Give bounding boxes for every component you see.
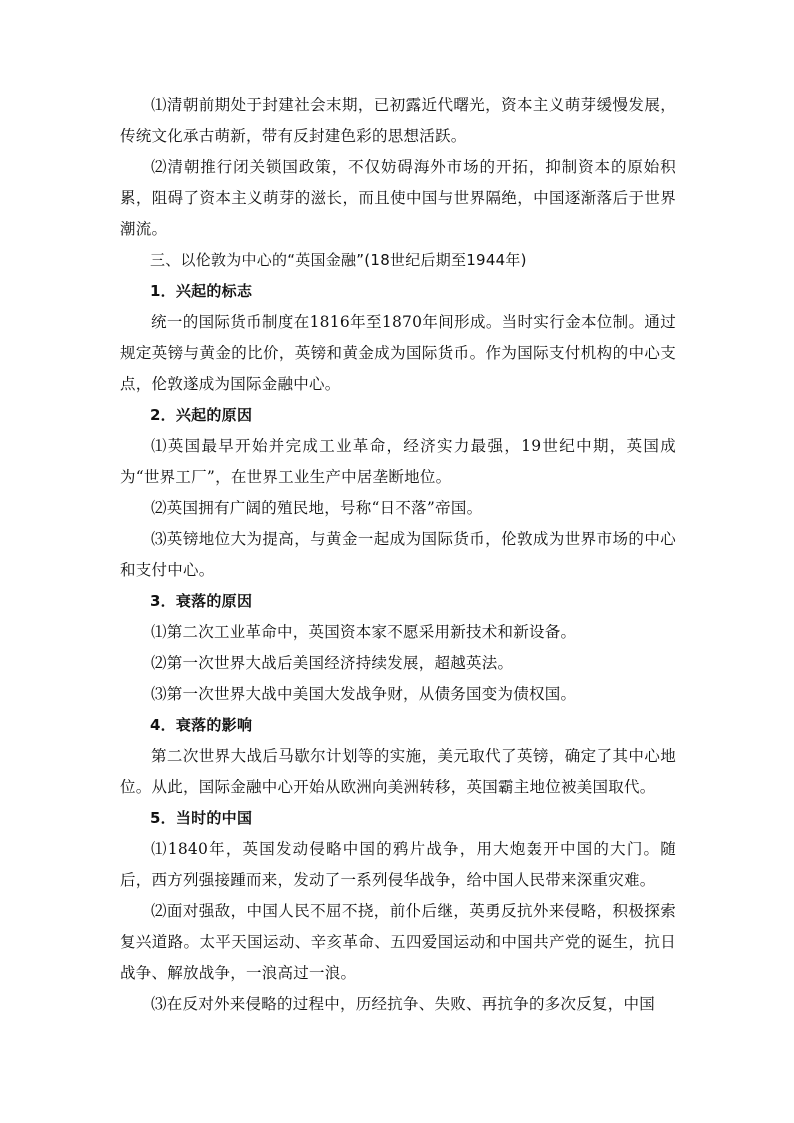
paragraph-qing-closed-door-policy: ⑵清朝推行闭关锁国政策，不仅妨碍海外市场的开拓，抑制资本的原始积累，阻碍了资本主义萌芽的滋长，而且使中国与世界隔绝，中国逐渐落后于世界潮流。 — [120, 158, 676, 238]
paragraph-marshall-plan: 第二次世界大战后马歇尔计划等的实施，美元取代了英镑，确定了其中心地位。从此，国际金融中心开始从欧洲向美洲转移，英国霸主地位被美国取代。 — [120, 747, 676, 796]
section-heading-british-finance: 三、以伦敦为中心的“英国金融”(18世纪后期至1944年) — [150, 251, 527, 269]
paragraph-resistance: ⑵面对强敌，中国人民不屈不挠，前仆后继，英勇反抗外来侵略，积极探索复兴道路。太平天国运动、辛亥革命、五四爱国运动和中国共产党的诞生，抗日战争、解放战争，一浪高过一浪。 — [120, 902, 676, 982]
subheading-decline-reasons: 3．衰落的原因 — [150, 592, 253, 610]
paragraph-second-industrial-revolution: ⑴第二次工业革命中，英国资本家不愿采用新技术和新设备。 — [151, 623, 577, 641]
document-page — [120, 90, 676, 1020]
paragraph-qing-early-period: ⑴清朝前期处于封建社会末期，已初露近代曙光，资本主义萌芽缓慢发展，传统文化承古萌新，带有反封建色彩的思想活跃。 — [120, 96, 676, 145]
paragraph-struggle: ⑶在反对外来侵略的过程中，历经抗争、失败、再抗争的多次反复，中国 — [151, 995, 656, 1013]
subheading-rise-reasons: 2．兴起的原因 — [150, 406, 253, 424]
paragraph-colonies: ⑵英国拥有广阔的殖民地，号称“日不落”帝国。 — [151, 499, 483, 517]
paragraph-opium-war: ⑴1840年，英国发动侵略中国的鸦片战争，用大炮轰开中国的大门。随后，西方列强接踵而来，发动了一系列侵华战争，给中国人民带来深重灾难。 — [120, 840, 676, 889]
paragraph-monetary-system: 统一的国际货币制度在1816年至1870年间形成。当时实行金本位制。通过规定英镑与黄金的比价，英镑和黄金成为国际货币。作为国际支付机构的中心支点，伦敦遂成为国际金融中心。 — [120, 313, 676, 393]
paragraph-us-creditor: ⑶第一次世界大战中美国大发战争财，从债务国变为债权国。 — [151, 685, 577, 703]
subheading-decline-impact: 4．衰落的影响 — [150, 716, 253, 734]
paragraph-industrial-revolution: ⑴英国最早开始并完成工业革命，经济实力最强，19世纪中期，英国成为“世界工厂”，在世界工业生产中居垄断地位。 — [120, 437, 676, 486]
subheading-china-then: 5．当时的中国 — [150, 809, 253, 827]
subheading-rise-sign: 1．兴起的标志 — [150, 282, 253, 300]
paragraph-pound-status: ⑶英镑地位大为提高，与黄金一起成为国际货币，伦敦成为世界市场的中心和支付中心。 — [120, 530, 676, 579]
paragraph-us-growth: ⑵第一次世界大战后美国经济持续发展，超越英法。 — [151, 654, 514, 672]
